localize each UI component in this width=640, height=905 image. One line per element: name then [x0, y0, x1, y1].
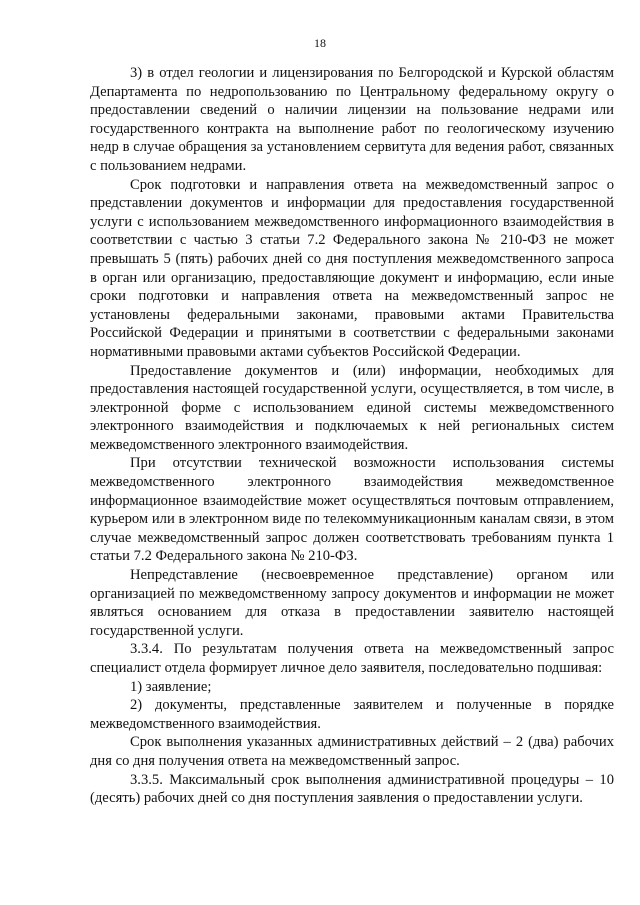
- paragraph-execution-term: Срок выполнения указанных административных действий – 2 (два) рабочих дня со дня получения ответа на межведомственный запрос.: [90, 734, 614, 769]
- paragraph-no-technical-capability: При отсутствии технической возможности использования системы межведомственного электронного взаимодействия межведомственное информационное взаимодействие может осуществляться почтовым отправлением, курьером или в электронном виде по телекоммуникационным каналам связи, в этом случае межведомственный запрос должен соответствовать требованиям пункта 1 статьи 7.2 Федерального закона № 210-ФЗ.: [90, 455, 614, 565]
- paragraph-list-item-1: 1) заявление;: [130, 678, 212, 695]
- paragraph-non-submission: Непредставление (несвоевременное представление) органом или организацией по межведомственному запросу документов и информации не может являться основанием для отказа в предоставлении заявителю настоящей государственной услуги.: [90, 567, 614, 639]
- paragraph-item-3: 3) в отдел геологии и лицензирования по Белгородской и Курской областям Департамента по недропользованию по Центральному федеральному округу о предоставлении сведений о наличии лицензии на пользование недрами или государственного контракта на выполнение работ по геологическому изучению недр в случае обращения за установлением сервитута для ведения работ, связанных с пользованием недрами.: [90, 65, 614, 174]
- paragraph-3-3-4: 3.3.4. По результатам получения ответа на межведомственный запрос специалист отдела формирует личное дело заявителя, последовательно подшивая:: [90, 641, 614, 676]
- paragraph-electronic-form: Предоставление документов и (или) информации, необходимых для предоставления настоящей государственной услуги, осуществляется, в том числе, в электронной форме с использованием единой системы межведомственного электронного взаимодействия и подключаемых к ней региональных систем межведомственного электронного взаимодействия.: [90, 362, 614, 453]
- paragraph-3-3-5: 3.3.5. Максимальный срок выполнения административной процедуры – 10 (десять) рабочих дней со дня поступления заявления о предоставлении услуги.: [90, 771, 614, 807]
- document-body: [90, 64, 614, 808]
- paragraph-response-deadline: Срок подготовки и направления ответа на межведомственный запрос о представлении документов и информации для предоставления государственной услуги с использованием межведомственного информационного взаимодействия в соответствии с частью 3 статьи 7.2 Федерального закона № 210-ФЗ не может превышать 5 (пять) рабочих дней со дня поступления межведомственного запроса в орган или организацию, предоставляющие документ и информацию, если иные сроки подготовки и направления ответа на межведомственный запрос не установлены федеральными законами, правовыми актами Правительства Российской Федерации и принятыми в соответствии с федеральными законами нормативными правовыми актами субъектов Российской Федерации.: [90, 176, 614, 360]
- paragraph-list-item-2: 2) документы, представленные заявителем и полученные в порядке межведомственного взаимодействия.: [90, 697, 614, 732]
- page-number: 18: [314, 36, 326, 50]
